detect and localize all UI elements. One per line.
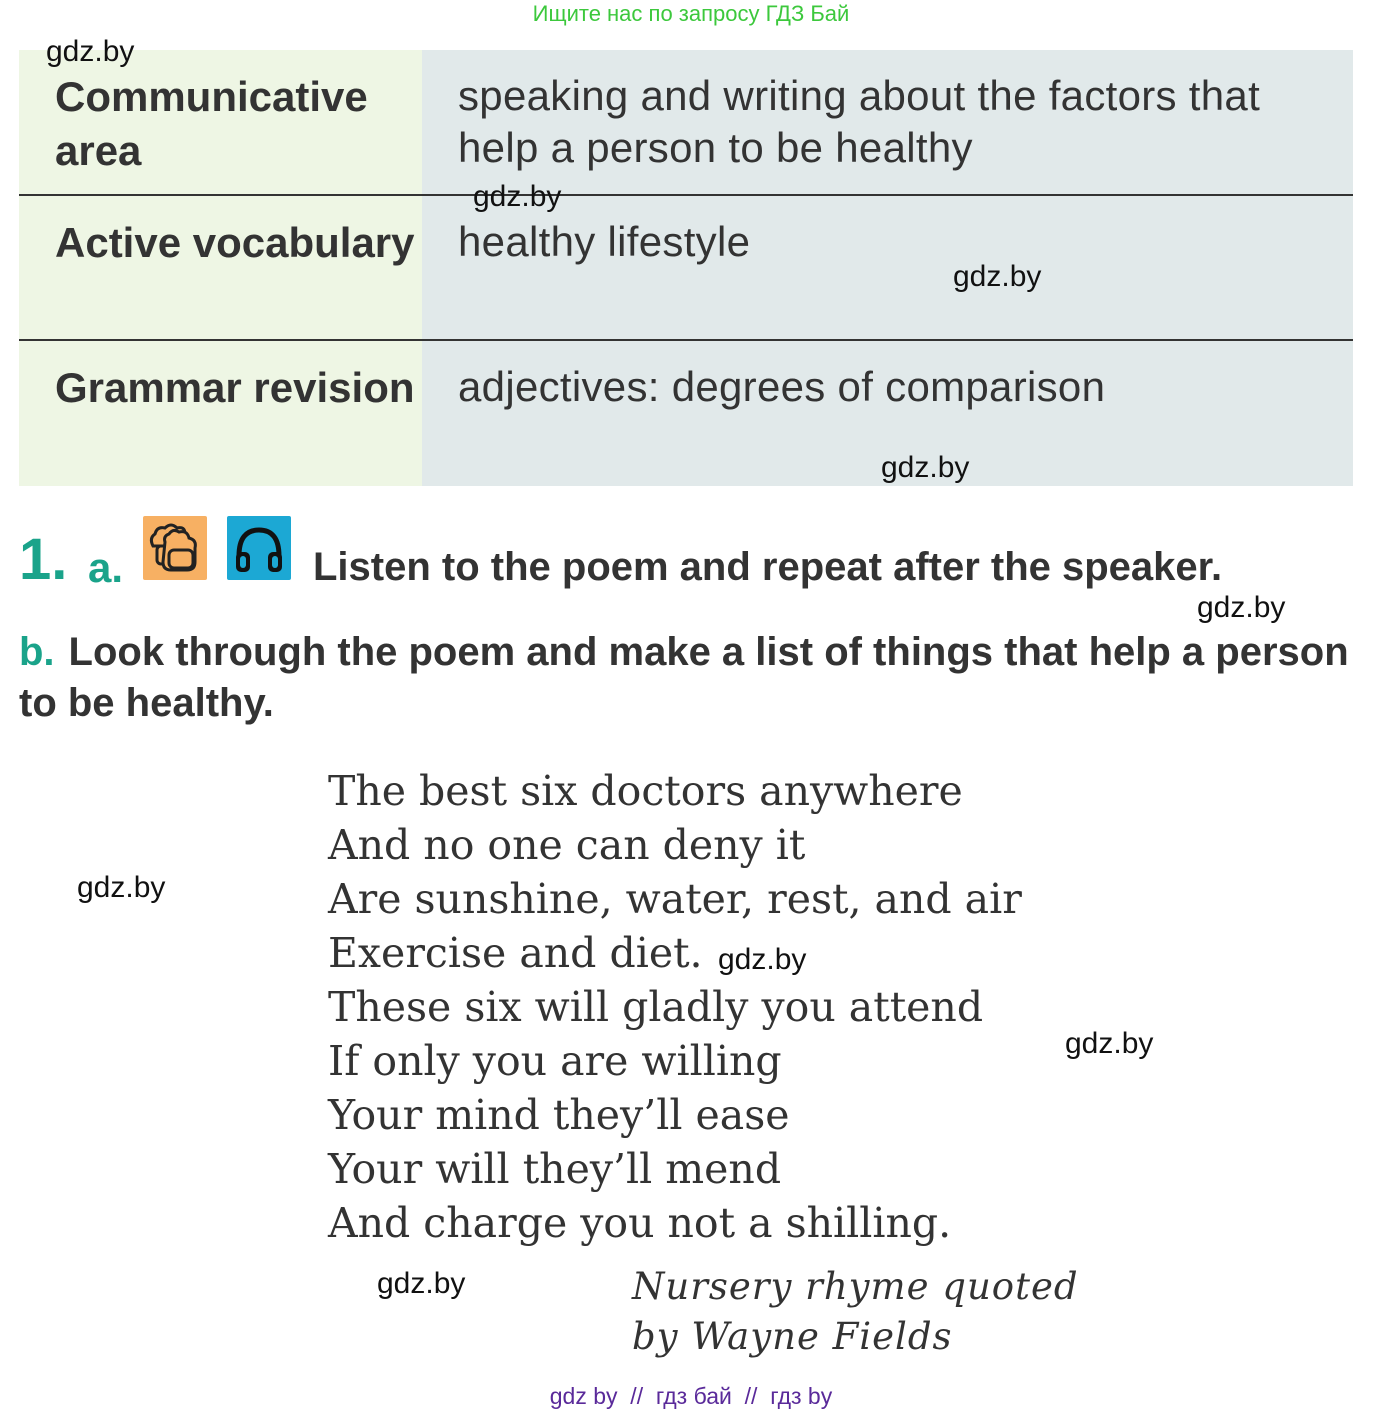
table-row — [19, 196, 1353, 340]
poem-attribution — [632, 1262, 1079, 1362]
communicative-area-value: speaking and writing about the factors that help a person to be healthy — [458, 72, 1261, 171]
poem-line: Your mind they’ll ease — [328, 1091, 790, 1139]
task-part-b — [19, 627, 1364, 729]
table-label-cell — [19, 196, 422, 340]
table-value-cell — [422, 196, 1353, 340]
pair-work-icon — [143, 516, 207, 580]
poem-line: Your will they’ll mend — [328, 1145, 782, 1193]
task-part-b-instruction: Look through the poem and make a list of things that help a person to be healthy. — [19, 630, 1349, 725]
poem-line: And charge you not a shilling. — [328, 1199, 952, 1247]
poem-line: Exercise and diet. — [328, 929, 703, 977]
poem — [328, 764, 1022, 1250]
task-part-a-letter: a. — [88, 544, 124, 591]
attribution-line: Nursery rhyme quoted — [632, 1265, 1079, 1308]
watermark: gdz.by — [377, 1267, 466, 1300]
top-search-banner: Ищите нас по запросу ГДЗ Бай — [532, 1, 850, 26]
task-number: 1. — [19, 527, 68, 592]
watermark: gdz.by — [881, 451, 970, 484]
active-vocabulary-value: healthy lifestyle — [458, 218, 751, 265]
poem-line: These six will gladly you attend — [328, 983, 984, 1031]
lesson-objectives-table — [19, 50, 1353, 486]
grammar-revision-value: adjectives: degrees of comparison — [458, 363, 1106, 410]
watermark: gdz.by — [1197, 591, 1286, 624]
poem-line: The best six doctors anywhere — [328, 767, 963, 815]
watermark: gdz.by — [953, 260, 1042, 293]
table-row — [19, 341, 1353, 486]
task-part-b-letter: b. — [19, 630, 55, 674]
grammar-revision-label: Grammar revision — [55, 364, 415, 411]
watermark: gdz.by — [473, 180, 562, 213]
watermark: gdz.by — [1065, 1027, 1154, 1060]
headphones-icon — [227, 516, 291, 580]
watermark: gdz.by — [77, 871, 166, 904]
watermark: gdz.by — [46, 35, 135, 68]
table-label-cell — [19, 341, 422, 486]
attribution-line: by Wayne Fields — [632, 1315, 953, 1358]
task-part-a-instruction: Listen to the poem and repeat after the speaker. — [313, 545, 1223, 589]
table-row — [19, 50, 1353, 195]
table-label-cell — [19, 50, 422, 195]
poem-line: Are sunshine, water, rest, and air — [328, 875, 1022, 923]
communicative-area-label: Communicative area — [55, 73, 368, 174]
poem-line: And no one can deny it — [328, 821, 806, 869]
poem-line: If only you are willing — [328, 1037, 782, 1085]
active-vocabulary-label: Active vocabulary — [55, 219, 415, 266]
footer-links: gdz by // гдз бай // гдз by — [549, 1383, 833, 1409]
table-value-cell — [422, 50, 1353, 195]
watermark: gdz.by — [718, 943, 807, 976]
